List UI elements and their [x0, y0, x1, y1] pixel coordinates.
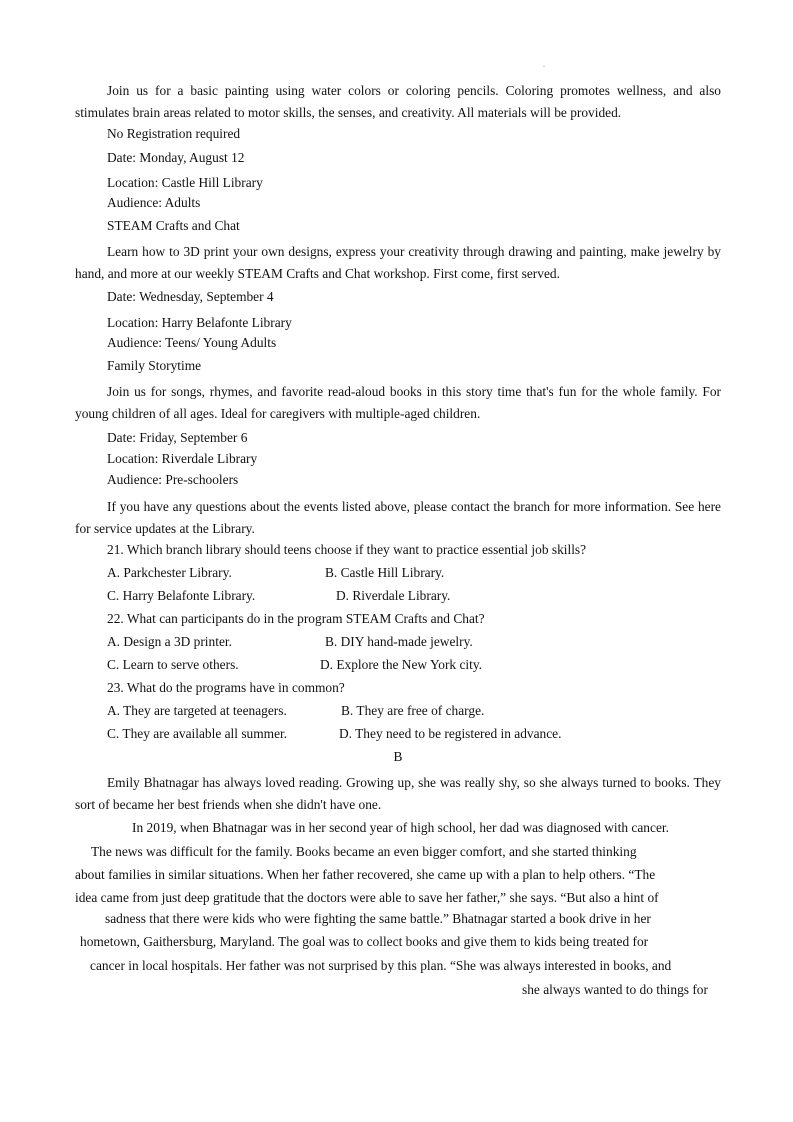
paragraph-2-line: cancer in local hospitals. Her father was not surprised by this plan. “She was always interested in books, and: [90, 958, 672, 973]
paragraph-2-line: The news was difficult for the family. Books became an even bigger comfort, and she started thinking: [91, 844, 637, 859]
steam-intro: Learn how to 3D print your own designs, express your creativity through drawing and painting, make jewelry by hand, and more at our weekly STEAM Crafts and Chat workshop. First come, first served.: [75, 244, 721, 281]
question-22-option-b: B. DIY hand-made jewelry.: [325, 634, 473, 649]
story-date: Date: Friday, September 6: [107, 430, 248, 445]
question-22-option-c: C. Learn to serve others.: [107, 657, 239, 672]
story-audience: Audience: Pre-schoolers: [107, 472, 239, 487]
question-22-option-a: A. Design a 3D printer.: [107, 634, 232, 649]
steam-location: Location: Harry Belafonte Library: [107, 315, 292, 330]
question-21-option-b: B. Castle Hill Library.: [325, 565, 445, 580]
paragraph-2-line: hometown, Gaithersburg, Maryland. The goal was to collect books and give them to kids being treated for: [80, 934, 649, 949]
header-mark: .: [543, 60, 545, 69]
steam-title: STEAM Crafts and Chat: [107, 218, 240, 233]
painting-registration: No Registration required: [107, 126, 241, 141]
question-23-option-d: D. They need to be registered in advance.: [339, 726, 562, 741]
question-21-option-a: A. Parkchester Library.: [107, 565, 232, 580]
section-b-paragraph-1: Emily Bhatnagar has always loved reading. Growing up, she was really shy, so she always turned to books. They sort of became her best friends when she didn't have one.: [75, 775, 721, 812]
paragraph-2-line: she always wanted to do things for: [522, 982, 708, 997]
story-title: Family Storytime: [107, 358, 202, 373]
painting-location: Location: Castle Hill Library: [107, 175, 263, 190]
painting-intro: Join us for a basic painting using water colors or coloring pencils. Coloring promotes wellness, and also stimulates brain areas related to motor skills, the senses, and creativity. All materials will be provided.: [75, 83, 721, 120]
question-22-stem: 22. What can participants do in the program STEAM Crafts and Chat?: [107, 611, 485, 626]
question-21-option-d: D. Riverdale Library.: [336, 588, 451, 603]
question-21-option-c: C. Harry Belafonte Library.: [107, 588, 256, 603]
painting-audience: Audience: Adults: [107, 195, 201, 210]
question-23-option-a: A. They are targeted at teenagers.: [107, 703, 287, 718]
section-b-heading: B: [393, 749, 403, 764]
question-22-option-d: D. Explore the New York city.: [320, 657, 483, 672]
paragraph-2-line: about families in similar situations. When her father recovered, she came up with a plan to help others. “The: [75, 867, 656, 882]
contact-note: If you have any questions about the events listed above, please contact the branch for more information. See here for service updates at the Library.: [75, 499, 721, 536]
paragraph-2-line: idea came from just deep gratitude that the doctors were able to save her father,” she says. “But also a hint of: [75, 890, 659, 905]
question-23-option-b: B. They are free of charge.: [341, 703, 485, 718]
question-23-stem: 23. What do the programs have in common?: [107, 680, 345, 695]
paragraph-2-line: In 2019, when Bhatnagar was in her second year of high school, her dad was diagnosed with cancer.: [132, 820, 669, 835]
steam-date: Date: Wednesday, September 4: [107, 289, 274, 304]
story-intro: Join us for songs, rhymes, and favorite read-aloud books in this story time that's fun for the whole family. For young children of all ages. Ideal for caregivers with multiple-aged children.: [75, 384, 721, 421]
painting-date: Date: Monday, August 12: [107, 150, 245, 165]
steam-audience: Audience: Teens/ Young Adults: [107, 335, 277, 350]
paragraph-2-line: sadness that there were kids who were fighting the same battle.” Bhatnagar started a book drive in her: [105, 911, 651, 926]
story-location: Location: Riverdale Library: [107, 451, 258, 466]
question-21-stem: 21. Which branch library should teens choose if they want to practice essential job skills?: [107, 542, 587, 557]
question-23-option-c: C. They are available all summer.: [107, 726, 288, 741]
